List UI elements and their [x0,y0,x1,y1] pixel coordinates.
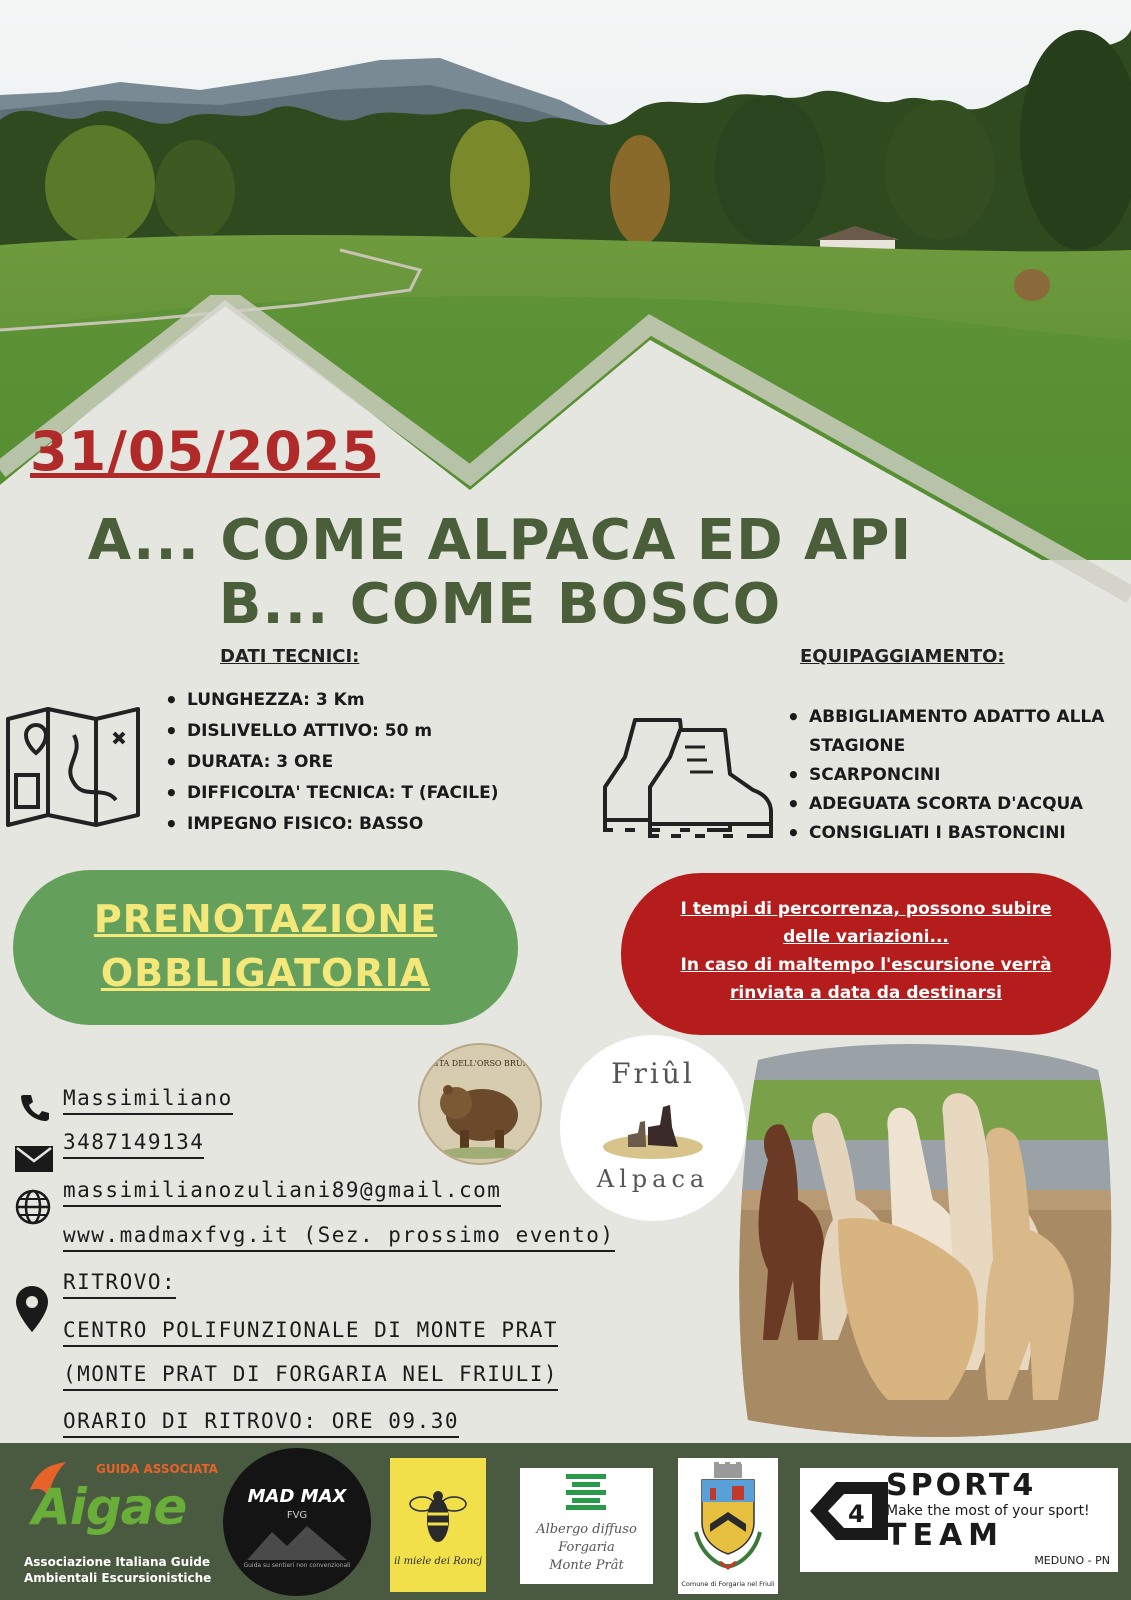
event-date: 31/05/2025 [30,420,381,483]
coat-of-arms-icon [692,1462,764,1572]
baita-orso-text: BAITA DELL'ORSO BRUNO [423,1059,537,1068]
notice-line2: delle variazioni... [783,927,949,947]
madmax-logo [223,1448,371,1596]
bee-icon [408,1480,468,1550]
technical-item: • DURATA: 3 ORE [165,747,585,778]
notice-line4: rinviata a data da destinarsi [730,983,1002,1003]
aigae-desc2: Ambientali Escursionistiche [24,1571,212,1585]
event-title-line1: A... COME ALPACA ED API [87,508,913,573]
contact-website[interactable]: www.madmaxfvg.it (Sez. prossimo evento) [63,1223,615,1252]
friul-alpaca-logo [560,1035,746,1221]
sport4-tagline: Make the most of your sport! [886,1503,1090,1519]
aigae-tag: GUIDA ASSOCIATA [96,1462,218,1476]
booking-line1: PRENOTAZIONE [93,897,438,941]
albergo-line3: Monte Prât [549,1558,624,1573]
booking-line2: OBBLIGATORIA [100,951,431,995]
baita-orso-logo [418,1043,542,1165]
technical-item: • DISLIVELLO ATTIVO: 50 m [165,716,585,747]
map-icon [4,705,144,830]
meeting-time: ORARIO DI RITROVO: ORE 09.30 [63,1409,459,1438]
comune-text: Comune di Forgaria nel Friuli [681,1580,775,1588]
miele-text: il miele dei Roncj [394,1556,482,1567]
technical-item: • LUNGHEZZA: 3 Km [165,685,585,716]
booking-text [13,892,518,1000]
alpaca-icon [588,1097,718,1167]
stripes-icon [566,1474,606,1510]
technical-item: • DIFFICOLTA' TECNICA: T (FACILE) [165,778,585,809]
albergo-line1: Albergo diffuso [536,1522,637,1537]
notice-line1: I tempi di percorrenza, possono subire [680,899,1052,919]
sport4-bottom: TEAM [886,1518,1005,1553]
friul-alpaca-bottom: Alpaca [596,1165,710,1193]
event-title-line2: B... COME BOSCO [218,572,782,637]
hiking-boots-icon [595,712,775,847]
equipment-list [787,703,1122,848]
globe-icon [14,1188,52,1226]
equipment-heading: EQUIPAGGIAMENTO: [800,646,1005,667]
albergo-diffuso-logo [520,1468,653,1584]
equipment-item: • CONSIGLIATI I BASTONCINI [787,819,1122,848]
comune-logo [678,1458,778,1594]
alpaca-photo [738,1040,1118,1445]
mail-icon [14,1144,54,1174]
equipment-item: • ABBIGLIAMENTO ADATTO ALLA STAGIONE [787,703,1122,761]
notice-line3: In caso di maltempo l'escursione verrà [680,955,1052,975]
contact-phone[interactable]: 3487149134 [63,1130,204,1159]
technical-heading: DATI TECNICI: [220,646,360,667]
madmax-sub: FVG [286,1510,308,1521]
contact-name: Massimiliano [63,1086,233,1115]
sport4-team-logo [800,1468,1118,1572]
contact-email[interactable]: massimilianozuliani89@gmail.com [63,1178,501,1207]
miele-logo [390,1458,486,1592]
technical-list [165,685,585,840]
sport4-place: MEDUNO - PN [1034,1554,1110,1567]
location-pin-icon [15,1285,49,1333]
meeting-place: CENTRO POLIFUNZIONALE DI MONTE PRAT [63,1318,558,1347]
aigae-name: Aigae [32,1478,187,1536]
svg-text:4: 4 [848,1500,865,1528]
aigae-desc1: Associazione Italiana Guide [24,1555,211,1569]
equipment-item: • SCARPONCINI [787,761,1122,790]
madmax-tagline: Guida su sentieri non convenzionali [243,1562,351,1569]
friul-alpaca-top: Friûl [611,1057,695,1090]
meeting-area: (MONTE PRAT DI FORGARIA NEL FRIULI) [63,1362,558,1391]
aigae-logo [18,1460,218,1590]
technical-item: • IMPEGNO FISICO: BASSO [165,809,585,840]
albergo-line2: Forgaria [558,1540,615,1555]
madmax-top: MAD MAX [247,1486,347,1507]
meeting-label: RITROVO: [63,1270,176,1299]
sport4-emblem-icon [806,1476,892,1546]
phone-icon [20,1092,50,1122]
sport4-top: SPORT4 [886,1468,1037,1503]
notice-text [621,895,1111,1007]
mountains-icon [247,1522,347,1562]
equipment-item: • ADEGUATA SCORTA D'ACQUA [787,790,1122,819]
